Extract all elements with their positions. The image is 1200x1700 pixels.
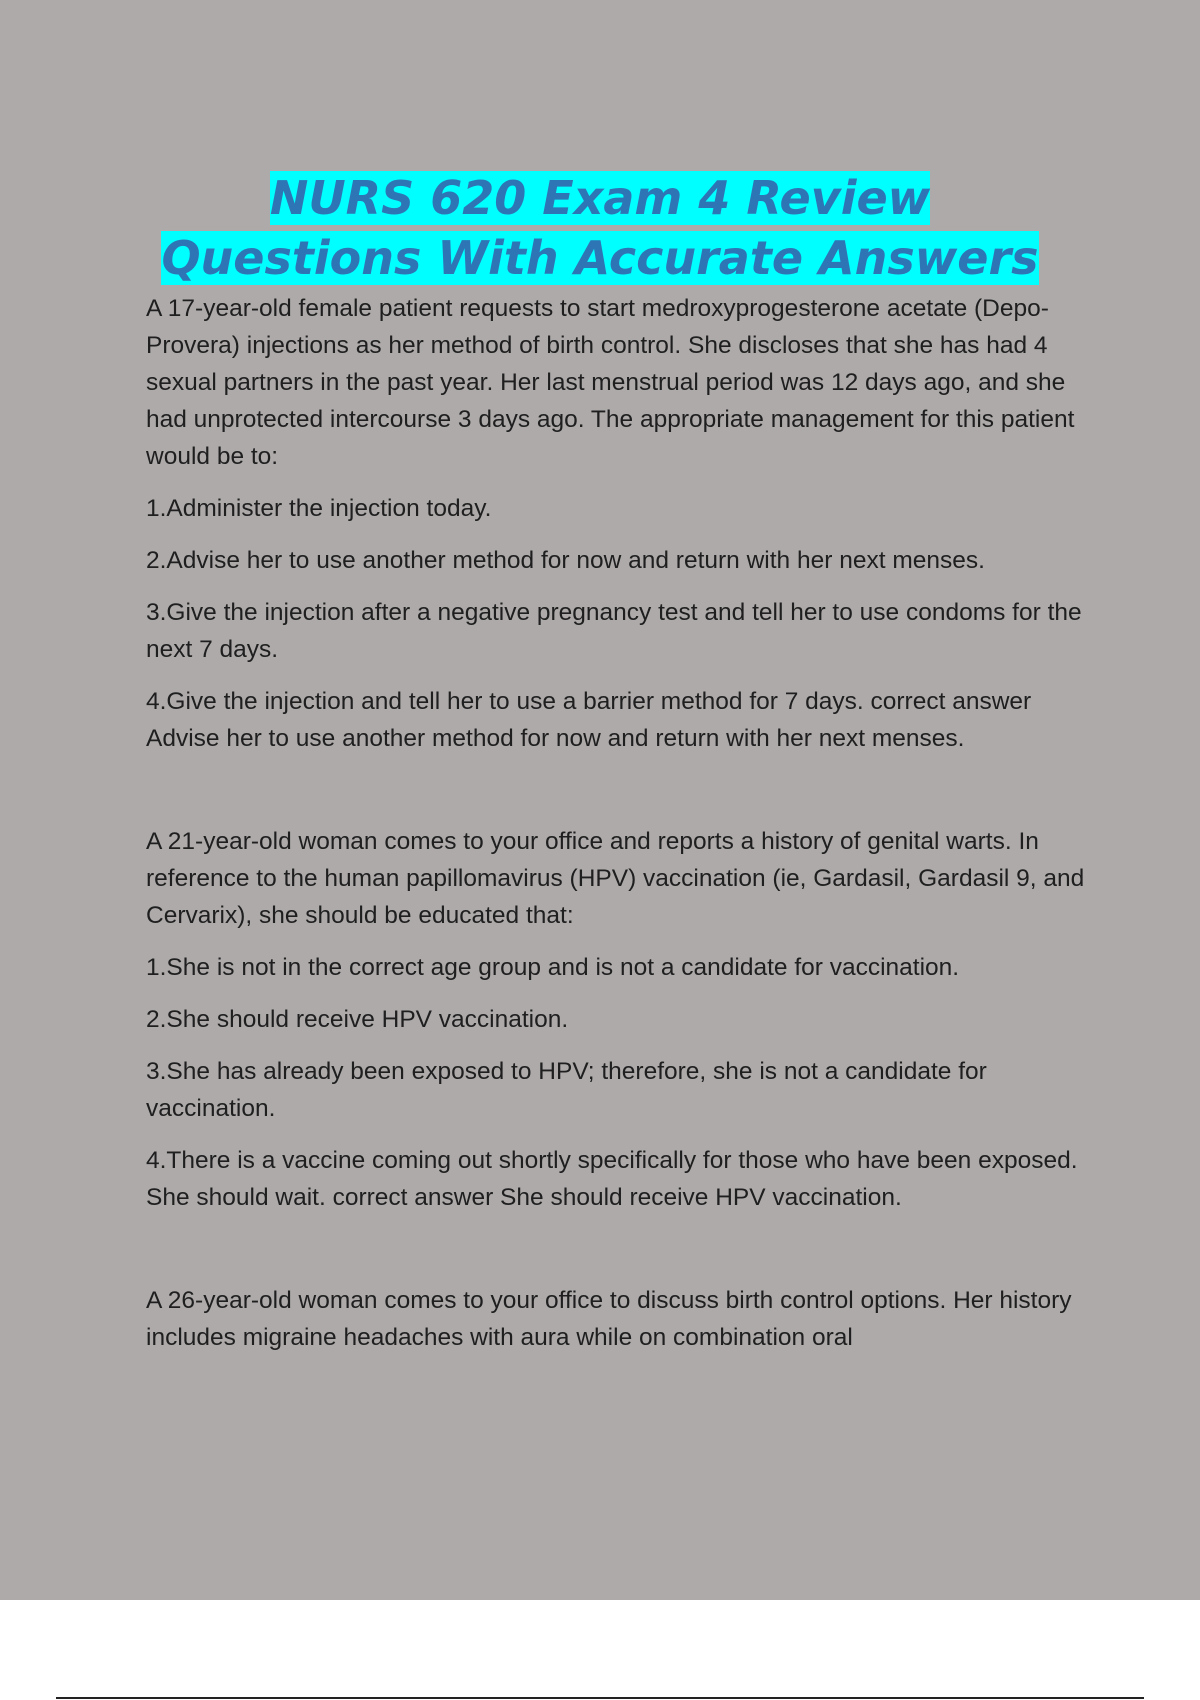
title-line-1: NURS 620 Exam 4 Review (269, 171, 931, 225)
question-stem: A 17-year-old female patient requests to start medroxyprogesterone acetate (Depo-Provera) injections as her method of birth control. She discloses that she has had 4 sexual partners in the past year. Her last menstrual period was 12 days ago, and she had unprotected intercourse 3 days ago. The appropriate management for this patient would be to: (146, 295, 1075, 470)
answer-option: 1.Administer the injection today. (146, 495, 492, 522)
title-line-2: Questions With Accurate Answers (161, 231, 1039, 285)
answer-option: 4.Give the injection and tell her to use a barrier method for 7 days. correct answer Advise her to use another method for now and return with her next menses. (146, 688, 1032, 752)
answer-option: 1.She is not in the correct age group and is not a candidate for vaccination. (146, 954, 960, 981)
question-block (146, 290, 1096, 757)
document-body (146, 290, 1096, 1371)
answer-option: 4.There is a vaccine coming out shortly specifically for those who have been exposed. She should wait. correct answer She should receive HPV vaccination. (146, 1147, 1078, 1211)
answer-option: 3.She has already been exposed to HPV; therefore, she is not a candidate for vaccination. (146, 1058, 987, 1122)
footer-divider (56, 1697, 1144, 1699)
question-block (146, 823, 1096, 1216)
question-spacer (146, 1231, 1096, 1282)
question-spacer (146, 772, 1096, 823)
question-stem: A 21-year-old woman comes to your office and reports a history of genital warts. In reference to the human papillomavirus (HPV) vaccination (ie, Gardasil, Gardasil 9, and Cervarix), she should be educated that: (146, 828, 1085, 929)
answer-option: 2.Advise her to use another method for now and return with her next menses. (146, 547, 985, 574)
document-title (0, 168, 1200, 288)
answer-option: 3.Give the injection after a negative pregnancy test and tell her to use condoms for the next 7 days. (146, 599, 1082, 663)
question-stem: A 26-year-old woman comes to your office to discuss birth control options. Her history includes migraine headaches with aura while on combination oral (146, 1287, 1072, 1351)
answer-option: 2.She should receive HPV vaccination. (146, 1006, 569, 1033)
question-block (146, 1282, 1096, 1356)
